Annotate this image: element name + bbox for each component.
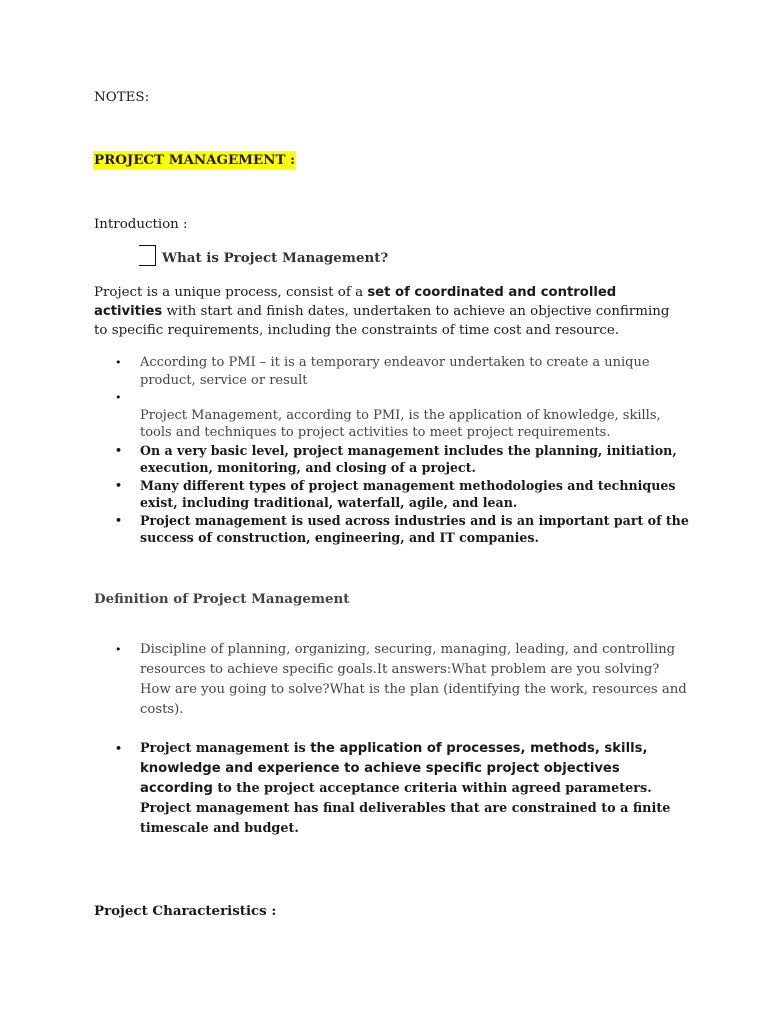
notes-label: NOTES: xyxy=(94,90,150,105)
definition-paragraph-bold-2: activities xyxy=(94,304,163,319)
question-heading: What is Project Management? xyxy=(162,250,389,266)
list-item xyxy=(94,512,694,547)
list-item-bold: the application of processes, methods, skills, knowledge and experience to achieve specific project objectives according xyxy=(140,741,648,796)
list-item xyxy=(94,389,694,442)
definition-bullet-list-1 xyxy=(94,640,694,720)
definition-paragraph xyxy=(94,283,684,340)
list-item-text: Project management is used across industries and is an important part of the success of construction, engineering, and IT companies. xyxy=(140,512,689,545)
list-item xyxy=(94,354,694,389)
list-item xyxy=(94,477,694,512)
list-item-text-2: to the project acceptance criteria within agreed parameters. Project management has final deliverables that are constrained to a finite timescale and budget. xyxy=(140,781,671,836)
introduction-label: Introduction : xyxy=(94,217,188,232)
list-item xyxy=(94,442,694,477)
list-item-text-1: Project management is xyxy=(140,741,311,756)
list-item-text: According to PMI – it is a temporary endeavor undertaken to create a unique product, service or result xyxy=(140,355,650,388)
list-item xyxy=(94,640,694,720)
list-item-text: On a very basic level, project management includes the planning, initiation, execution, monitoring, and closing of a project. xyxy=(140,442,677,475)
definition-paragraph-bold-1: set of coordinated and controlled xyxy=(367,285,617,300)
definition-bullet-list-2 xyxy=(94,739,694,839)
project-management-heading: PROJECT MANAGEMENT : xyxy=(94,152,296,168)
definition-heading: Definition of Project Management xyxy=(94,591,350,607)
list-item xyxy=(94,739,694,839)
intro-bullet-list xyxy=(94,354,694,547)
list-item-text: Discipline of planning, organizing, securing, managing, leading, and controlling resources to achieve specific goals.It answers:What problem are you solving? How are you going to solve?What is the plan (identifying the work, resources and costs). xyxy=(140,642,687,717)
definition-paragraph-text-1: Project is a unique process, consist of a xyxy=(94,285,368,300)
project-characteristics-heading: Project Characteristics : xyxy=(94,903,277,919)
list-item-text: Many different types of project management methodologies and techniques exist, including traditional, waterfall, agile, and lean. xyxy=(140,477,676,510)
definition-paragraph-text-2: with start and finish dates, undertaken to achieve an objective confirming to specific requirements, including the constraints of time cost and resource. xyxy=(94,304,670,338)
list-item-continuation: Project Management, according to PMI, is the application of knowledge, skills, tools and techniques to project activities to meet project requirements. xyxy=(140,407,661,440)
checkbox-icon xyxy=(139,245,156,266)
